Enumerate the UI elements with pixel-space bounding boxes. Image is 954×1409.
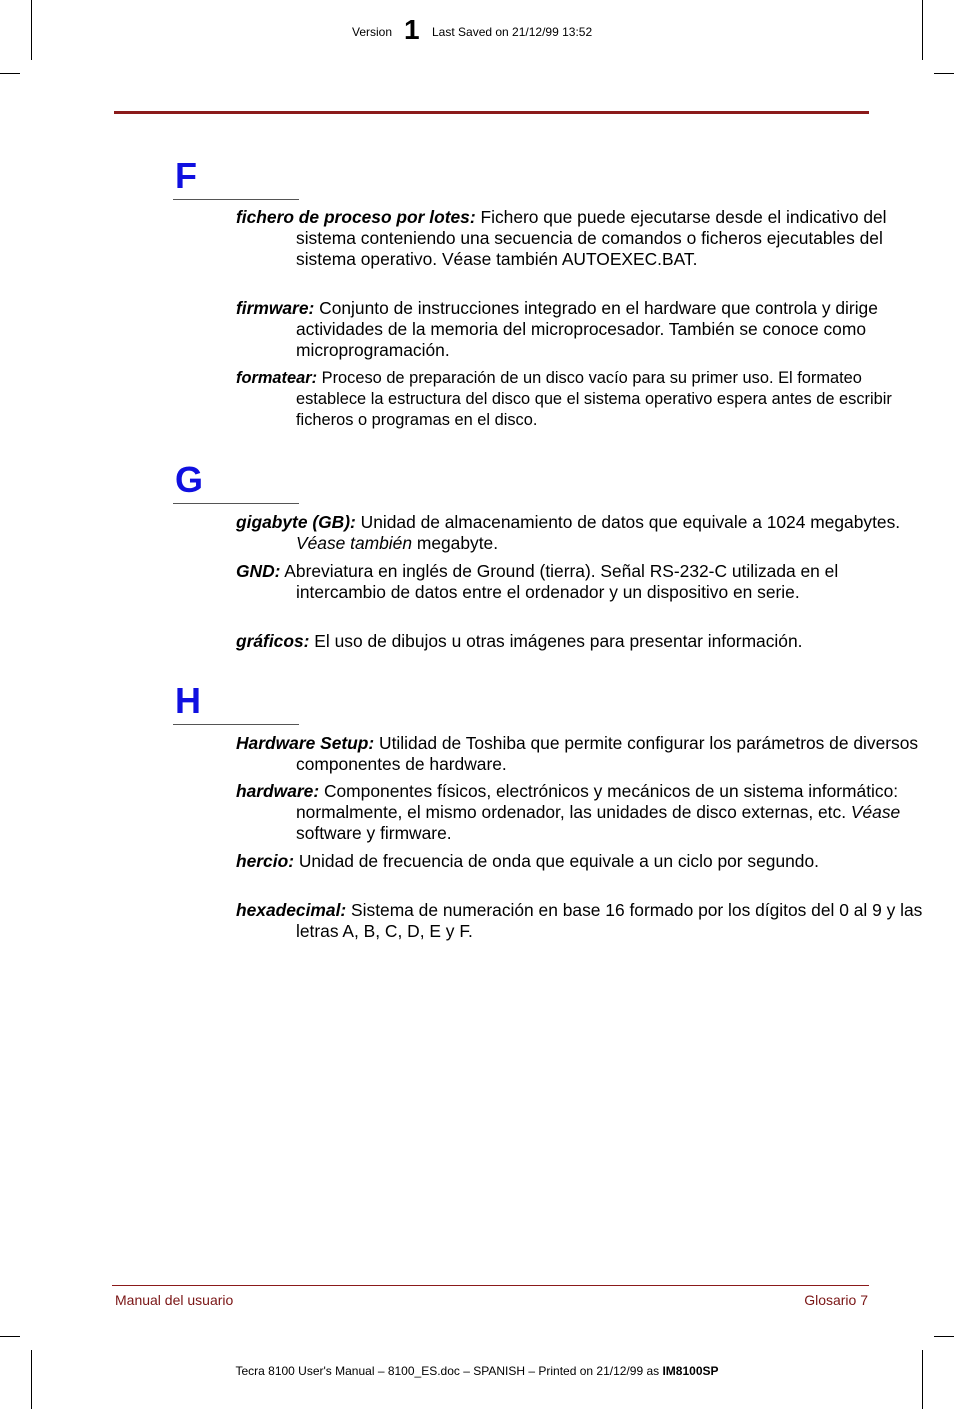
glossary-definition: El uso de dibujos u otras imágenes para presentar información. — [309, 631, 803, 651]
glossary-definition-tail: megabyte. — [412, 533, 499, 553]
glossary-term: formatear: — [236, 369, 318, 387]
glossary-definition: Unidad de almacenamiento de datos que equivale a 1024 megabytes. — [355, 512, 901, 532]
print-info — [0, 1364, 954, 1378]
version-number: 1 — [404, 14, 420, 45]
glossary-entry — [236, 561, 932, 603]
section-letter-f: F — [175, 155, 197, 196]
glossary-definition: Componentes físicos, electrónicos y mecánicos de un sistema informático: normalmente, el mismo ordenador, las unidades de disco externas, etc. — [296, 781, 899, 822]
print-info-code: IM8100SP — [662, 1364, 719, 1378]
version-header — [0, 14, 954, 48]
section-rule — [173, 724, 299, 725]
header-rule — [114, 111, 869, 114]
glossary-term: GND: — [236, 561, 281, 581]
glossary-entry — [236, 368, 932, 431]
glossary-term: hexadecimal: — [236, 900, 347, 920]
crop-mark — [922, 1350, 923, 1409]
last-saved: Last Saved on 21/12/99 13:52 — [432, 25, 593, 39]
section-letter-h: H — [175, 680, 201, 721]
glossary-entry — [236, 298, 932, 361]
glossary-definition: Sistema de numeración en base 16 formado por los dígitos del 0 al 9 y las letras A, B, C, D, E y F. — [296, 900, 923, 941]
crop-mark — [31, 1350, 32, 1409]
section-rule — [173, 503, 299, 504]
glossary-italic: Véase — [850, 802, 901, 822]
glossary-entry — [236, 851, 932, 872]
glossary-entry — [236, 900, 932, 942]
glossary-definition: Utilidad de Toshiba que permite configurar los parámetros de diversos componentes de hardware. — [296, 733, 919, 774]
version-label: Version — [352, 25, 393, 39]
section-rule — [173, 199, 299, 200]
footer-rule — [112, 1285, 869, 1286]
glossary-term: Hardware Setup: — [236, 733, 375, 753]
glossary-definition: Fichero que puede ejecutarse desde el indicativo del sistema conteniendo una secuencia de comandos o ficheros ejecutables del sistema operativo. Véase también AUTOEXEC.BAT. — [296, 207, 887, 269]
glossary-entry — [236, 207, 932, 270]
crop-mark — [934, 73, 954, 74]
glossary-entry — [236, 781, 932, 844]
glossary-definition: Unidad de frecuencia de onda que equivale a un ciclo por segundo. — [293, 851, 819, 871]
glossary-term: firmware: — [236, 298, 315, 318]
footer-manual-title: Manual del usuario — [115, 1292, 234, 1308]
glossary-definition-tail: software y firmware. — [296, 823, 452, 843]
glossary-definition: Proceso de preparación de un disco vacío para su primer uso. El formateo establece la estructura del disco que el sistema operativo espera antes de escribir ficheros o programas en el disco. — [296, 369, 892, 429]
footer-page-number: Glosario 7 — [804, 1292, 868, 1308]
glossary-term: hercio: — [236, 851, 294, 871]
glossary-definition: Conjunto de instrucciones integrado en el hardware que controla y dirige actividades de la memoria del microprocesador. También se conoce como microprogramación. — [296, 298, 878, 360]
glossary-definition: Abreviatura en inglés de Ground (tierra). Señal RS-232-C utilizada en el intercambio de datos entre el ordenador y un dispositivo en serie. — [280, 561, 839, 602]
glossary-entry — [236, 733, 932, 775]
glossary-term: hardware: — [236, 781, 320, 801]
glossary-italic: Véase también — [296, 533, 413, 553]
crop-mark — [0, 1336, 20, 1337]
section-letter-g: G — [175, 459, 204, 500]
crop-mark — [934, 1336, 954, 1337]
glossary-term: fichero de proceso por lotes: — [236, 207, 476, 227]
glossary-entry — [236, 512, 932, 554]
glossary-entry — [236, 631, 932, 652]
print-info-text: Tecra 8100 User's Manual – 8100_ES.doc – SPANISH – Printed on 21/12/99 as — [235, 1364, 663, 1378]
glossary-term: gráficos: — [236, 631, 310, 651]
glossary-term: gigabyte (GB): — [236, 512, 356, 532]
crop-mark — [0, 73, 20, 74]
